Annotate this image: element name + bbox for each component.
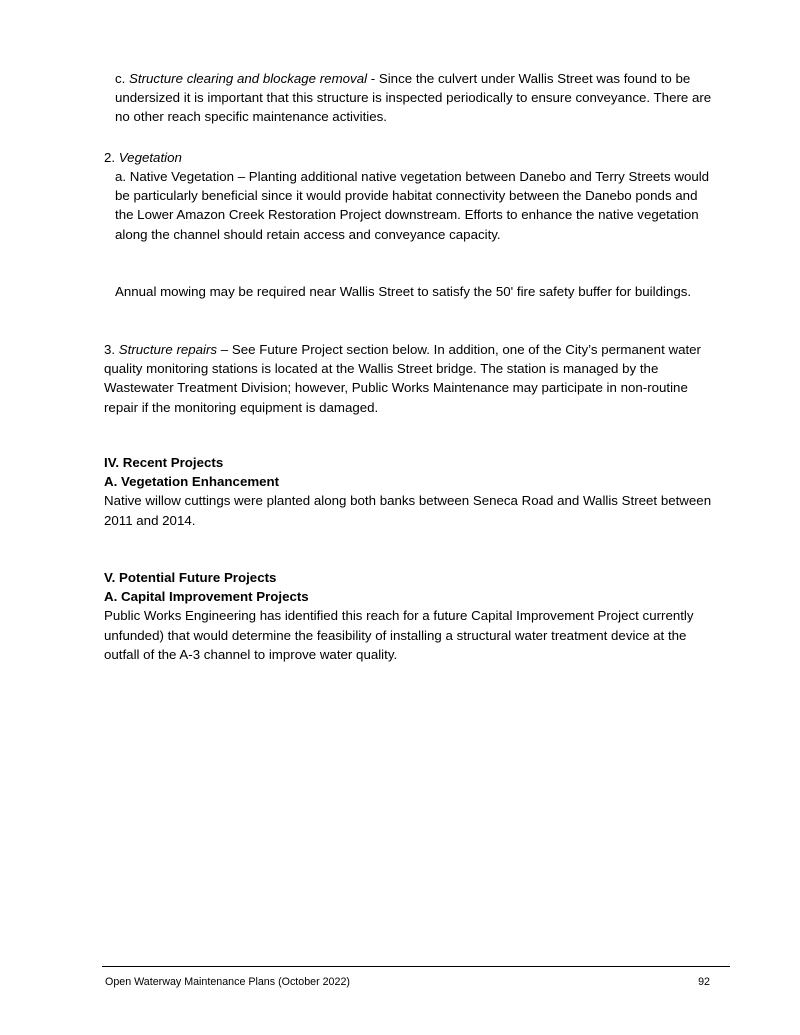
future-projects-heading: V. Potential Future Projects [104,570,277,585]
item-3-number: 3. [104,342,116,357]
recent-projects-section [104,453,719,530]
item-c-text: - Since the culvert under Wallis Street was found to be undersized it is important that this structure is inspected periodically to ensure conveyance. There are no other reach specific maintenance activities. [115,71,712,125]
item-c-title: Structure clearing and blockage removal [129,71,368,86]
maintenance-item-c [115,69,715,127]
mowing-paragraph [115,282,715,301]
maintenance-item-2-heading [104,148,719,167]
footer-title: Open Waterway Maintenance Plans (October 2022) [105,976,350,988]
recent-projects-subheading: A. Vegetation Enhancement [104,474,280,490]
recent-projects-heading: IV. Recent Projects [104,455,224,470]
maintenance-item-3 [104,340,719,417]
page-number: 92 [698,976,710,988]
item-2-title: Vegetation [118,150,182,165]
future-projects-text: Public Works Engineering has identified this reach for a future Capital Improvement Project currently unfunded) that would determine the feasibility of installing a structural water treatment device at the outfall of the A-3 channel to improve water quality. [104,608,694,662]
future-projects-subheading: A. Capital Improvement Projects [104,589,309,605]
future-projects-section [104,568,719,664]
item-c-prefix: c. [115,71,126,86]
item-2-number: 2. [104,150,116,165]
vegetation-sub-a [115,167,715,244]
item-c-paragraph [115,69,715,127]
item-3-paragraph [104,340,719,417]
recent-projects-text: Native willow cuttings were planted along both banks between Seneca Road and Wallis Street between 2011 and 2014. [104,493,712,528]
mowing-text: Annual mowing may be required near Wallis Street to satisfy the 50' fire safety buffer for buildings. [115,284,692,299]
item-3-text: – See Future Project section below. In addition, one of the City’s permanent water quality monitoring stations is located at the Wallis Street bridge. The station is managed by the Wastewater Treatment Division; however, Public Works Maintenance may participate in non-routine repair if the monitoring equipment is damaged. [104,342,701,415]
item-3-title: Structure repairs [118,342,218,357]
footer-divider [102,966,730,967]
vegetation-sub-a-text: a. Native Vegetation – Planting additional native vegetation between Danebo and Terry Streets would be particularly beneficial since it would provide habitat connectivity between the Danebo ponds and the Lower Amazon Creek Restoration Project downstream. Efforts to enhance the native vegetation along the channel should retain access and conveyance capacity. [115,169,710,242]
